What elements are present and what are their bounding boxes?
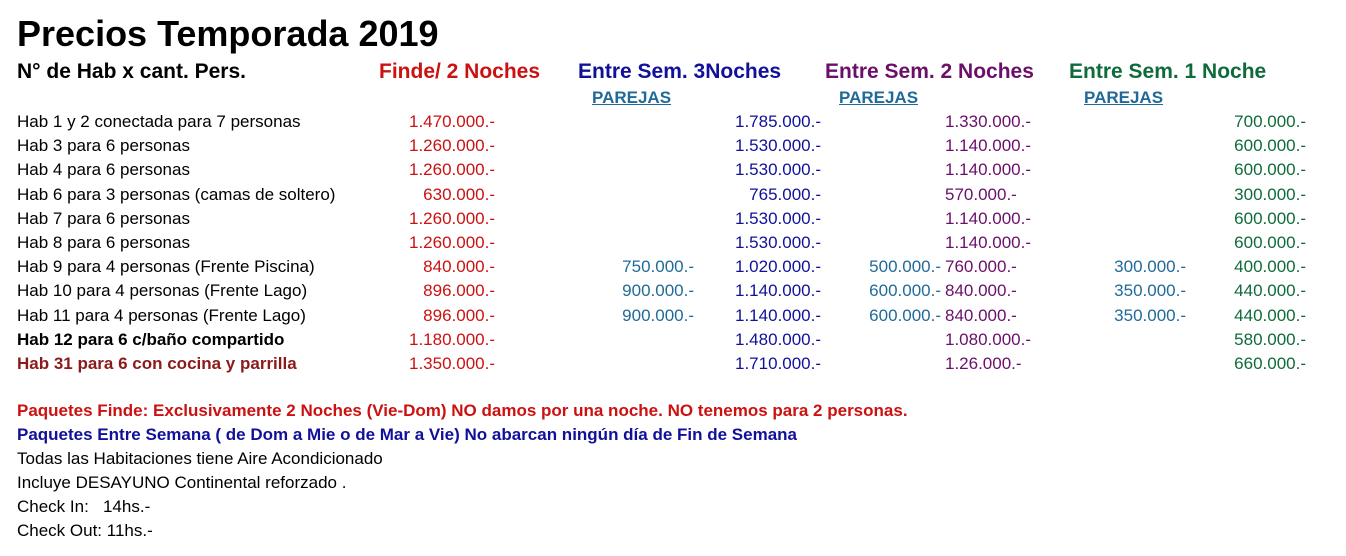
- room-name: Hab 4 para 6 personas: [17, 160, 190, 180]
- price-entre-3: 1.530.000.-: [734, 233, 821, 252]
- price-finde: 1.260.000.-: [408, 136, 495, 156]
- table-row: [0, 231, 1346, 255]
- price-entre-2: 1.080.000.-: [945, 329, 1032, 349]
- price-entre-3-parejas: 900.000.-: [622, 305, 694, 325]
- header-room: N° de Hab x cant. Pers.: [17, 60, 246, 83]
- price-entre-1: 440.000.-: [1234, 305, 1306, 325]
- parejas-label-3-noches: PAREJAS: [592, 88, 672, 107]
- table-row: [0, 110, 1346, 134]
- header-finde: Finde/ 2 Noches: [379, 60, 541, 83]
- table-row: [0, 183, 1346, 207]
- room-name: Hab 9 para 4 personas (Frente Piscina): [17, 257, 315, 277]
- note-check-in: Check In: 14hs.-: [17, 497, 151, 516]
- price-entre-1: 600.000.-: [1234, 160, 1306, 180]
- price-entre-3: 1.140.000.-: [734, 281, 821, 301]
- price-entre-2: 840.000.-: [945, 305, 1017, 325]
- price-entre-3: 1.710.000.-: [734, 354, 821, 373]
- price-entre-1: 600.000.-: [1234, 233, 1306, 252]
- price-entre-3: 1.530.000.-: [734, 160, 821, 180]
- price-entre-2: 1.140.000.-: [945, 233, 1032, 252]
- price-entre-3-parejas: 750.000.-: [622, 257, 694, 277]
- price-entre-3: 765.000.-: [749, 184, 821, 204]
- price-entre-1: 300.000.-: [1234, 184, 1306, 204]
- note-paquetes-entre-semana: Paquetes Entre Semana ( de Dom a Mie o de Mar a Vie) No abarcan ningún día de Fin de Semana: [17, 425, 797, 444]
- page-title: Precios Temporada 2019: [17, 13, 439, 54]
- price-entre-3: 1.785.000.-: [734, 112, 821, 131]
- table-row: [0, 207, 1346, 231]
- price-entre-1: 660.000.-: [1234, 354, 1306, 373]
- parejas-label-1-noche: PAREJAS: [1084, 88, 1164, 107]
- table-row: [0, 279, 1346, 303]
- header-entre-1-noche: Entre Sem. 1 Noche: [1069, 60, 1267, 83]
- price-entre-2: 1.140.000.-: [945, 208, 1032, 228]
- room-name: Hab 1 y 2 conectada para 7 personas: [17, 112, 301, 131]
- table-row: [0, 328, 1346, 352]
- room-name: Hab 6 para 3 personas (camas de soltero): [17, 184, 336, 204]
- price-finde: 1.470.000.-: [408, 112, 495, 131]
- price-finde: 840.000.-: [423, 257, 495, 277]
- parejas-label-2-noches: PAREJAS: [839, 88, 919, 107]
- price-entre-2-parejas: 600.000.-: [869, 305, 941, 325]
- price-entre-1: 580.000.-: [1234, 329, 1306, 349]
- price-entre-1: 700.000.-: [1234, 112, 1306, 131]
- price-entre-2: 570.000.-: [945, 184, 1017, 204]
- price-finde: 1.180.000.-: [408, 329, 495, 349]
- price-entre-3: 1.020.000.-: [734, 257, 821, 277]
- price-entre-2: 1.140.000.-: [945, 136, 1032, 156]
- price-entre-1-parejas: 300.000.-: [1114, 257, 1186, 277]
- price-entre-2: 1.330.000.-: [945, 112, 1032, 131]
- price-finde: 896.000.-: [423, 281, 495, 301]
- room-name: Hab 11 para 4 personas (Frente Lago): [17, 305, 306, 325]
- table-row: [0, 304, 1346, 328]
- room-name: Hab 7 para 6 personas: [17, 208, 190, 228]
- price-entre-1-parejas: 350.000.-: [1114, 305, 1186, 325]
- header-entre-3-noches: Entre Sem. 3Noches: [578, 60, 782, 83]
- price-finde: 1.260.000.-: [408, 208, 495, 228]
- note-check-out: Check Out: 11hs.-: [17, 521, 153, 540]
- price-entre-2: 760.000.-: [945, 257, 1017, 277]
- price-finde: 1.260.000.-: [408, 160, 495, 180]
- price-entre-1-parejas: 350.000.-: [1114, 281, 1186, 301]
- room-name: Hab 12 para 6 c/baño compartido: [17, 329, 285, 349]
- price-entre-1: 600.000.-: [1234, 208, 1306, 228]
- price-entre-2: 1.140.000.-: [945, 160, 1032, 180]
- price-entre-2-parejas: 600.000.-: [869, 281, 941, 301]
- price-entre-2-parejas: 500.000.-: [869, 257, 941, 277]
- note-desayuno: Incluye DESAYUNO Continental reforzado .: [17, 473, 347, 492]
- header-entre-2-noches: Entre Sem. 2 Noches: [825, 60, 1034, 83]
- table-row: [0, 134, 1346, 158]
- room-name: Hab 3 para 6 personas: [17, 136, 190, 156]
- price-finde: 630.000.-: [423, 184, 495, 204]
- price-entre-1: 440.000.-: [1234, 281, 1306, 301]
- price-entre-2: 1.26.000.-: [945, 354, 1022, 373]
- price-entre-3-parejas: 900.000.-: [622, 281, 694, 301]
- room-name: Hab 8 para 6 personas: [17, 233, 190, 252]
- table-row: [0, 158, 1346, 182]
- price-entre-3: 1.530.000.-: [734, 208, 821, 228]
- price-entre-3: 1.530.000.-: [734, 136, 821, 156]
- note-aire-acondicionado: Todas las Habitaciones tiene Aire Acondicionado: [17, 449, 383, 468]
- price-finde: 1.260.000.-: [408, 233, 495, 252]
- price-entre-1: 600.000.-: [1234, 136, 1306, 156]
- note-paquetes-finde: Paquetes Finde: Exclusivamente 2 Noches (Vie-Dom) NO damos por una noche. NO tenemos para 2 personas.: [17, 401, 908, 420]
- price-entre-2: 840.000.-: [945, 281, 1017, 301]
- price-entre-3: 1.480.000.-: [734, 329, 821, 349]
- room-name: Hab 31 para 6 con cocina y parrilla: [17, 354, 297, 373]
- price-entre-3: 1.140.000.-: [734, 305, 821, 325]
- table-row: [0, 255, 1346, 279]
- price-entre-1: 400.000.-: [1234, 257, 1306, 277]
- price-finde: 1.350.000.-: [408, 354, 495, 373]
- price-finde: 896.000.-: [423, 305, 495, 325]
- table-row: [0, 352, 1346, 376]
- room-name: Hab 10 para 4 personas (Frente Lago): [17, 281, 308, 301]
